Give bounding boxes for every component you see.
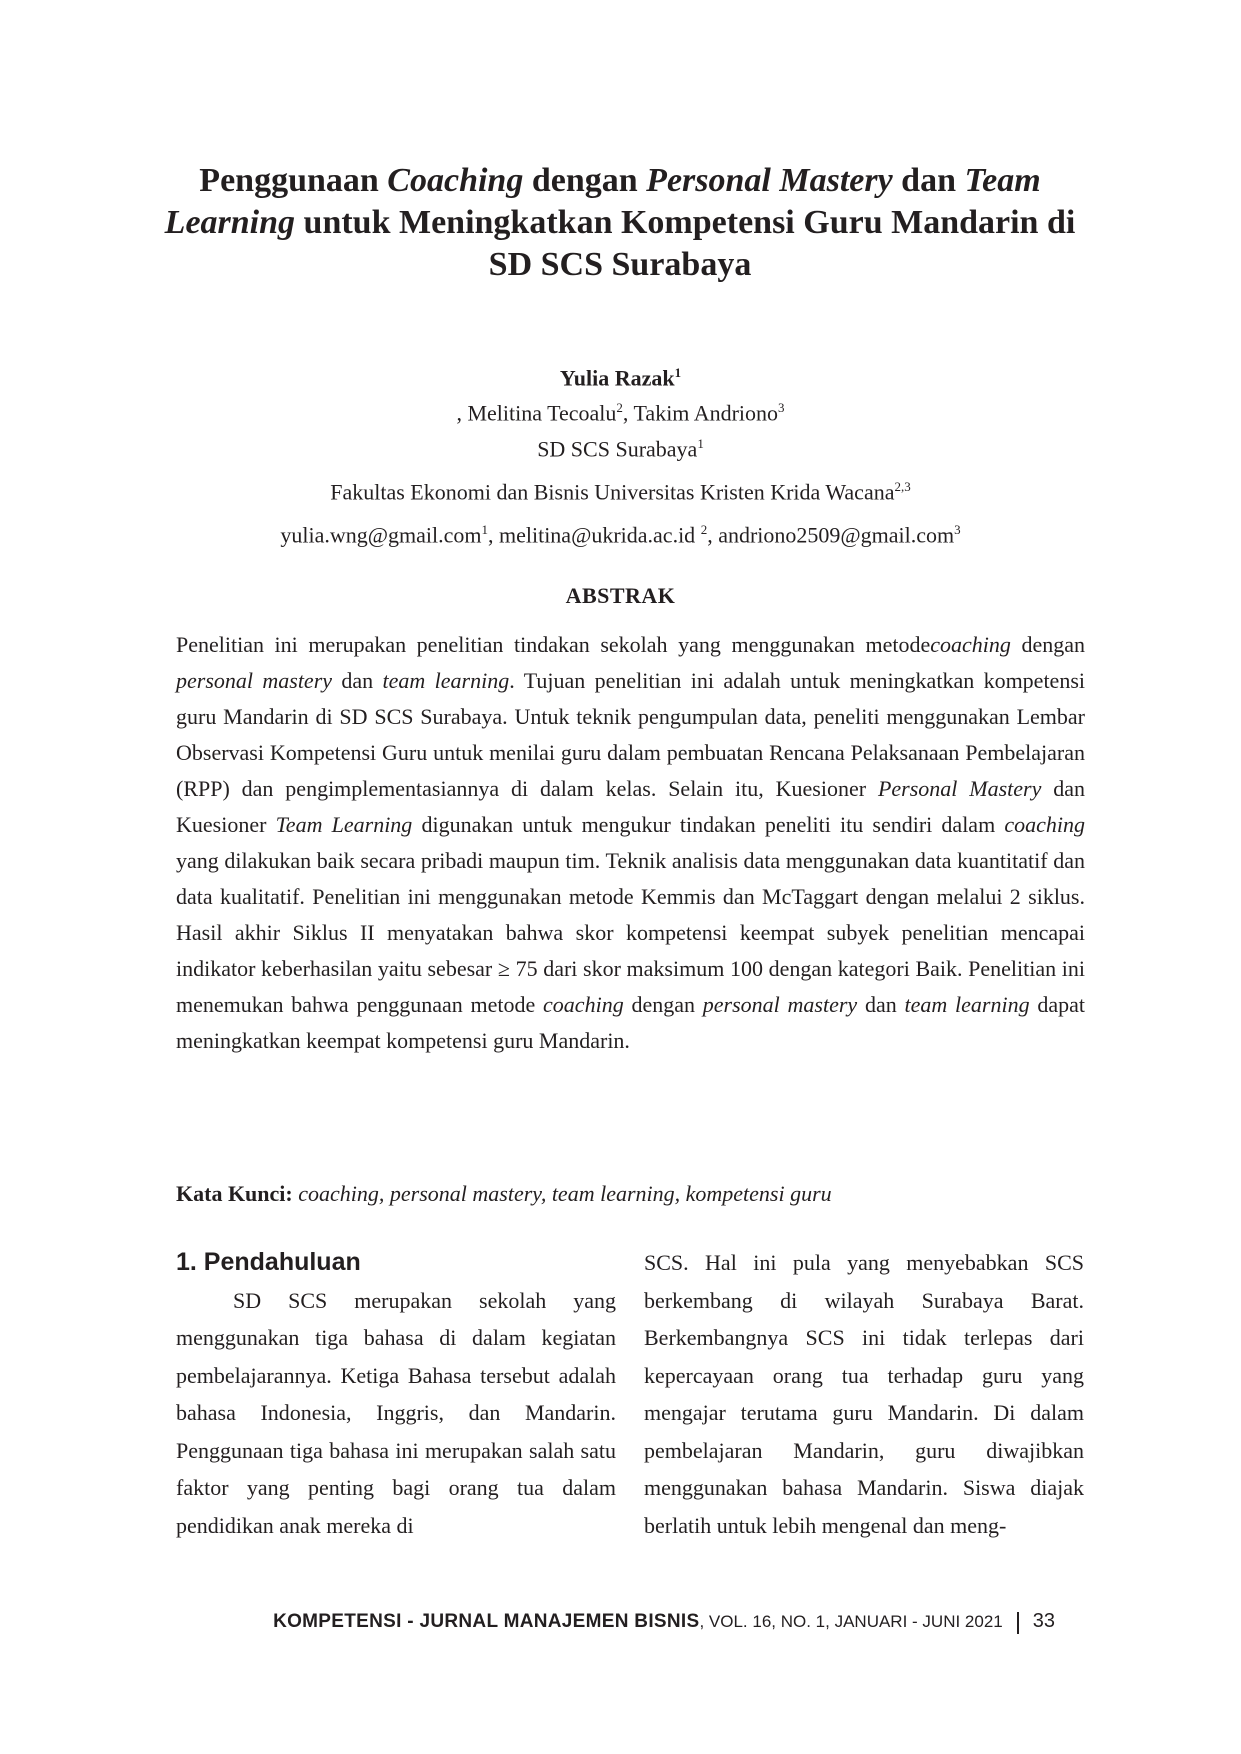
abstract-text: . Tujuan penelitian ini adalah untuk meningkatkan kompetensi guru Mandarin di SD SCS Surabaya. Untuk teknik pengumpulan data, peneliti menggunakan Lembar Observasi Kompetensi Guru untuk menilai guru dalam pembuatan Rencana Pelaksanaan Pembelajaran (RPP) dan pengimplementasiannya di dalam kelas. Selain itu, Kuesioner <box>176 668 1085 801</box>
author-block <box>0 358 1241 551</box>
author-name: Yulia Razak <box>559 365 675 391</box>
abstract-italic: coaching <box>543 992 624 1017</box>
abstract-italic: team learning <box>904 992 1030 1017</box>
author-sup: 3 <box>778 400 785 416</box>
keywords <box>176 1181 1085 1207</box>
page-footer <box>0 1610 1055 1634</box>
abstract-text: digunakan untuk mengukur tindakan peneliti itu sendiri dalam <box>412 812 1005 837</box>
title-text: dengan <box>523 162 647 199</box>
title-text-italic: Coaching <box>387 162 524 199</box>
author-sup: 2 <box>616 400 623 416</box>
title-text: untuk Meningkatkan Kompetensi Guru Mandarin di <box>295 204 1076 241</box>
author-name: , Takim Andriono <box>622 400 779 426</box>
abstract-text: dengan <box>623 992 703 1017</box>
affiliation-2 <box>0 472 1241 507</box>
journal-name: KOMPETENSI - JURNAL MANAJEMEN BISNIS <box>273 1611 700 1632</box>
abstract-text: yang dilakukan baik secara pribadi maupun tim. Teknik analisis data menggunakan data kuantitatif dan data kualitatif. Penelitian ini menggunakan metode Kemmis dan McTaggart dengan melalui 2 siklus. Hasil akhir Siklus II menyatakan bahwa skor kompetensi keempat subyek penelitian mencapai indikator keberhasilan yaitu sebesar ≥ 75 dari skor maksimum 100 dengan kategori Baik. Penelitian ini menemukan bahwa penggunaan metode <box>176 848 1085 1017</box>
affiliation-sup: 2,3 <box>894 478 911 494</box>
email-text: , andriono2509@gmail.com <box>707 522 955 548</box>
abstract-italic: Personal Mastery <box>877 776 1042 801</box>
email-sup: 1 <box>481 522 488 538</box>
affiliation-text: SD SCS Surabaya <box>537 435 698 461</box>
abstract-italic: team learning <box>382 668 510 693</box>
abstract-text: dan Kuesioner <box>176 776 1085 837</box>
abstract-text: dapat meningkatkan keempat kompetensi guru Mandarin. <box>176 992 1085 1053</box>
email-text: yulia.wng@gmail.com <box>280 522 482 548</box>
page-number: 33 <box>1032 1610 1055 1632</box>
abstract-heading: ABSTRAK <box>565 583 676 608</box>
abstract-body <box>176 627 1085 1059</box>
paper-title <box>150 160 1090 286</box>
email-sup: 3 <box>954 522 961 538</box>
email-sup: 2 <box>700 522 708 538</box>
affiliation-text: Fakultas Ekonomi dan Bisnis Universitas Kristen Krida Wacana <box>330 479 895 505</box>
title-text: Penggunaan <box>199 162 388 199</box>
abstract-italic: Team Learning <box>275 812 413 837</box>
footer-divider <box>1017 1612 1019 1634</box>
affiliation-sup: 1 <box>697 435 704 451</box>
abstract-text: Penelitian ini merupakan penelitian tindakan sekolah yang menggunakan metode <box>176 632 931 657</box>
affiliation-1 <box>0 429 1241 464</box>
title-text-italic: Personal Mastery <box>646 162 893 199</box>
abstract-italic: coaching <box>1004 812 1086 837</box>
author-emails <box>0 515 1241 550</box>
abstract-text: dan <box>332 668 383 693</box>
body-paragraph: SD SCS merupakan sekolah yang menggunakan tiga bahasa di dalam kegiatan pembelajarannya. Ketiga Bahasa tersebut adalah bahasa Indonesia, Inggris, dan Mandarin. Penggunaan tiga bahasa ini merupakan salah satu faktor yang penting bagi orang tua dalam pendidikan anak mereka di <box>176 1287 616 1538</box>
body-paragraph: SCS. Hal ini pula yang menyebabkan SCS berkembang di wilayah Surabaya Barat. Berkembangnya SCS ini tidak terlepas dari kepercayaan orang tua terhadap guru yang mengajar terutama guru Mandarin. Di dalam pembelajaran Mandarin, guru diwajibkan menggunakan bahasa Mandarin. Siswa diajak berlatih untuk lebih mengenal dan meng- <box>644 1250 1084 1538</box>
journal-issue: , VOL. 16, NO. 1, JANUARI - JUNI 2021 <box>699 1612 1003 1631</box>
author-sup: 1 <box>674 365 682 380</box>
abstract-text: dan <box>857 992 905 1017</box>
column-right <box>644 1244 1084 1544</box>
abstract-text: dengan <box>1010 632 1086 657</box>
title-text: SD SCS Surabaya <box>488 246 752 283</box>
abstract-italic: personal mastery <box>176 668 333 693</box>
title-text-italic: Team <box>964 162 1041 199</box>
email-text: , melitina@ukrida.ac.id <box>487 522 701 548</box>
abstract-italic: personal mastery <box>702 992 858 1017</box>
section-heading: 1. Pendahuluan <box>176 1248 361 1276</box>
column-left <box>176 1244 616 1544</box>
author-name: , Melitina Tecoalu <box>456 400 617 426</box>
title-text-italic: Learning <box>164 204 296 241</box>
author-names <box>0 358 1241 393</box>
keywords-text: coaching, personal mastery, team learning, kompetensi guru <box>292 1181 832 1206</box>
abstract-italic: coaching <box>930 632 1011 657</box>
keywords-label: Kata Kunci: <box>176 1181 293 1206</box>
title-text: dan <box>892 162 965 199</box>
